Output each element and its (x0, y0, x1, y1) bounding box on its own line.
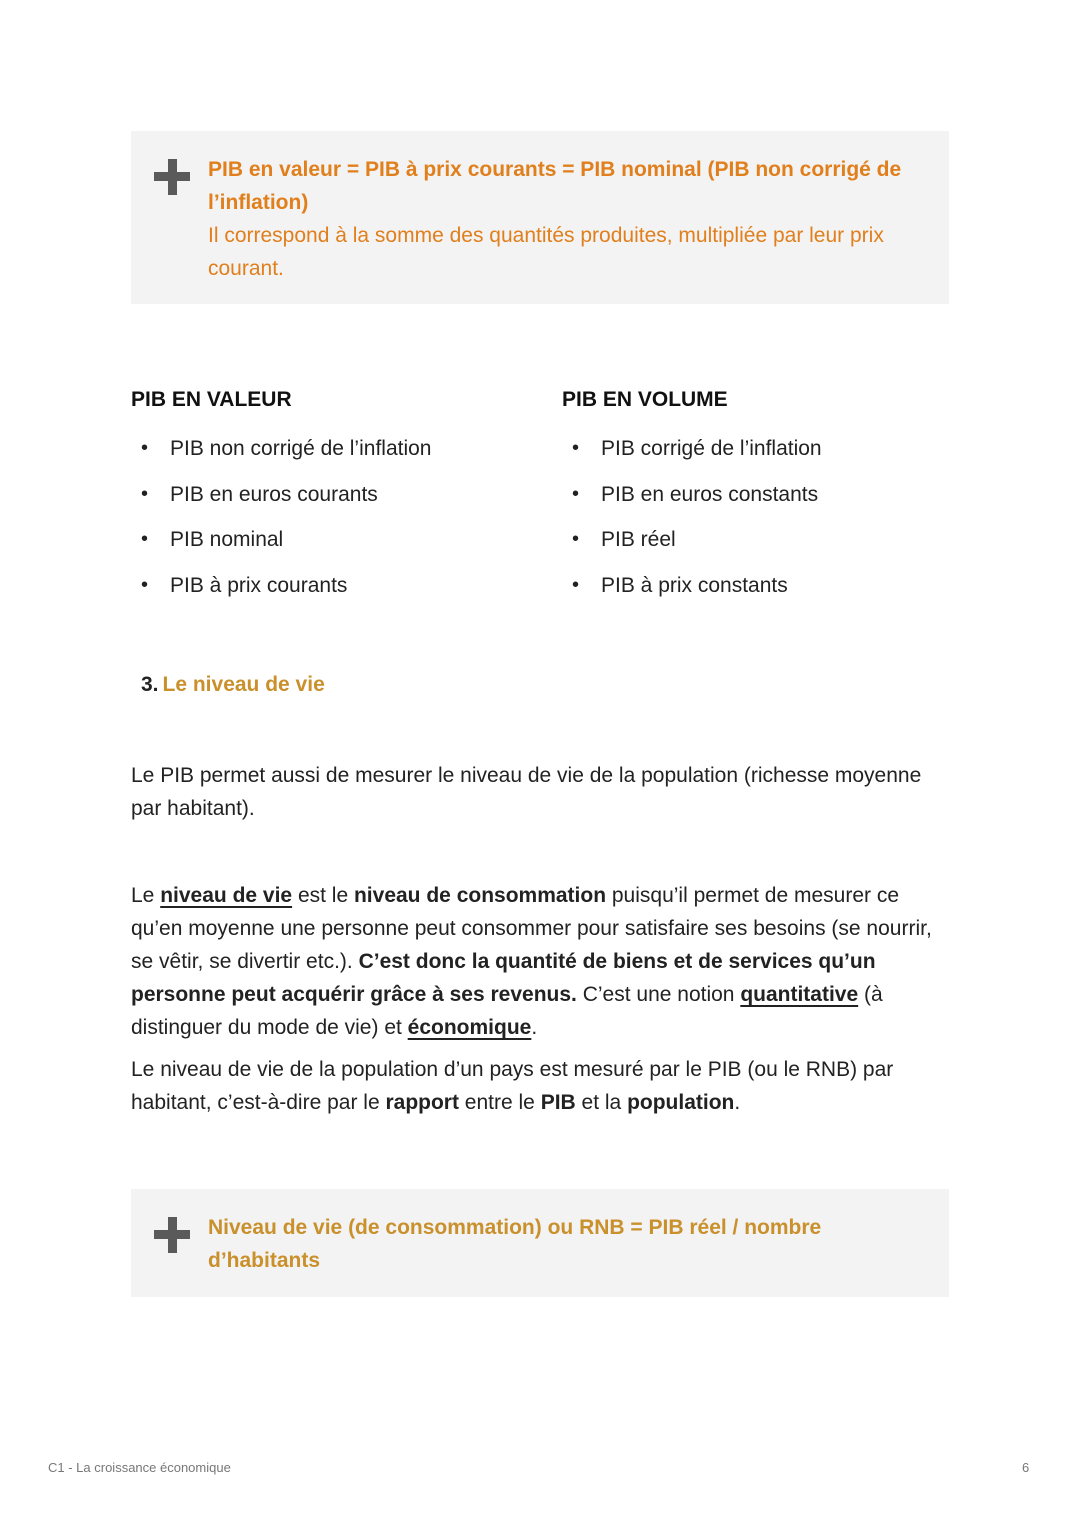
column-title-valeur: PIB EN VALEUR (131, 388, 292, 411)
plus-icon (154, 1217, 190, 1253)
paragraph-measure: Le niveau de vie de la population d’un pays est mesuré par le PIB (ou le RNB) par habitant, c’est-à-dire par le rapport entre le PIB et la population. (131, 1058, 894, 1114)
term-economique: économique (407, 1016, 532, 1039)
term-niveau-de-consommation: niveau de consommation (353, 884, 607, 907)
list-item: • PIB non corrigé de l’inflation (131, 426, 432, 472)
list-item: • PIB nominal (131, 517, 432, 563)
list-item: • PIB à prix courants (131, 563, 432, 609)
paragraph-definition: Le niveau de vie est le niveau de consommation puisqu’il permet de mesurer ce qu’en moyenne une personne peut consommer pour satisfaire ses besoins (se nourrir, se vêtir, se divertir etc.). C’est donc la quantité de biens et de services qu’un personne peut acquérir grâce à ses revenus. C’est une notion quantitative (à distinguer du mode de vie) et économique. (131, 884, 932, 1039)
plus-icon (154, 159, 190, 195)
definition-text: Il correspond à la somme des quantités produites, multipliée par leur prix courant. (208, 224, 884, 280)
formula-title: Niveau de vie (de consommation) ou RNB = PIB réel / nombre d’habitants (208, 1216, 822, 1272)
list-item: • PIB en euros constants (562, 472, 822, 518)
term-quantitative: quantitative (740, 983, 859, 1006)
term-population: population (627, 1091, 735, 1114)
paragraph-intro: Le PIB permet aussi de mesurer le niveau de vie de la population (richesse moyenne par habitant). (131, 764, 922, 820)
section-heading (141, 673, 325, 697)
list-item: • PIB réel (562, 517, 822, 563)
footer-chapter: C1 - La croissance économique (48, 1460, 231, 1475)
list-item: • PIB à prix constants (562, 563, 822, 609)
definition-box-niveau-de-vie (131, 1189, 949, 1297)
term-niveau-de-vie: niveau de vie (160, 884, 293, 907)
term-pib: PIB (540, 1091, 576, 1114)
page-number: 6 (1022, 1460, 1030, 1475)
definition-box-pib-valeur (131, 131, 949, 304)
list-item: • PIB en euros courants (131, 472, 432, 518)
section-title: Le niveau de vie (162, 673, 325, 696)
list-pib-valeur (131, 426, 432, 608)
list-pib-volume (562, 426, 822, 608)
column-title-volume: PIB EN VOLUME (562, 388, 728, 411)
term-rapport: rapport (385, 1091, 459, 1114)
key-sentence: C’est donc la quantité de biens et de services qu’un personne peut acquérir grâce à ses revenus. (131, 950, 876, 1006)
section-number: 3. (141, 673, 159, 696)
definition-title: PIB en valeur = PIB à prix courants = PIB nominal (PIB non corrigé de l’inflation) (208, 158, 902, 214)
list-item: • PIB corrigé de l’inflation (562, 426, 822, 472)
